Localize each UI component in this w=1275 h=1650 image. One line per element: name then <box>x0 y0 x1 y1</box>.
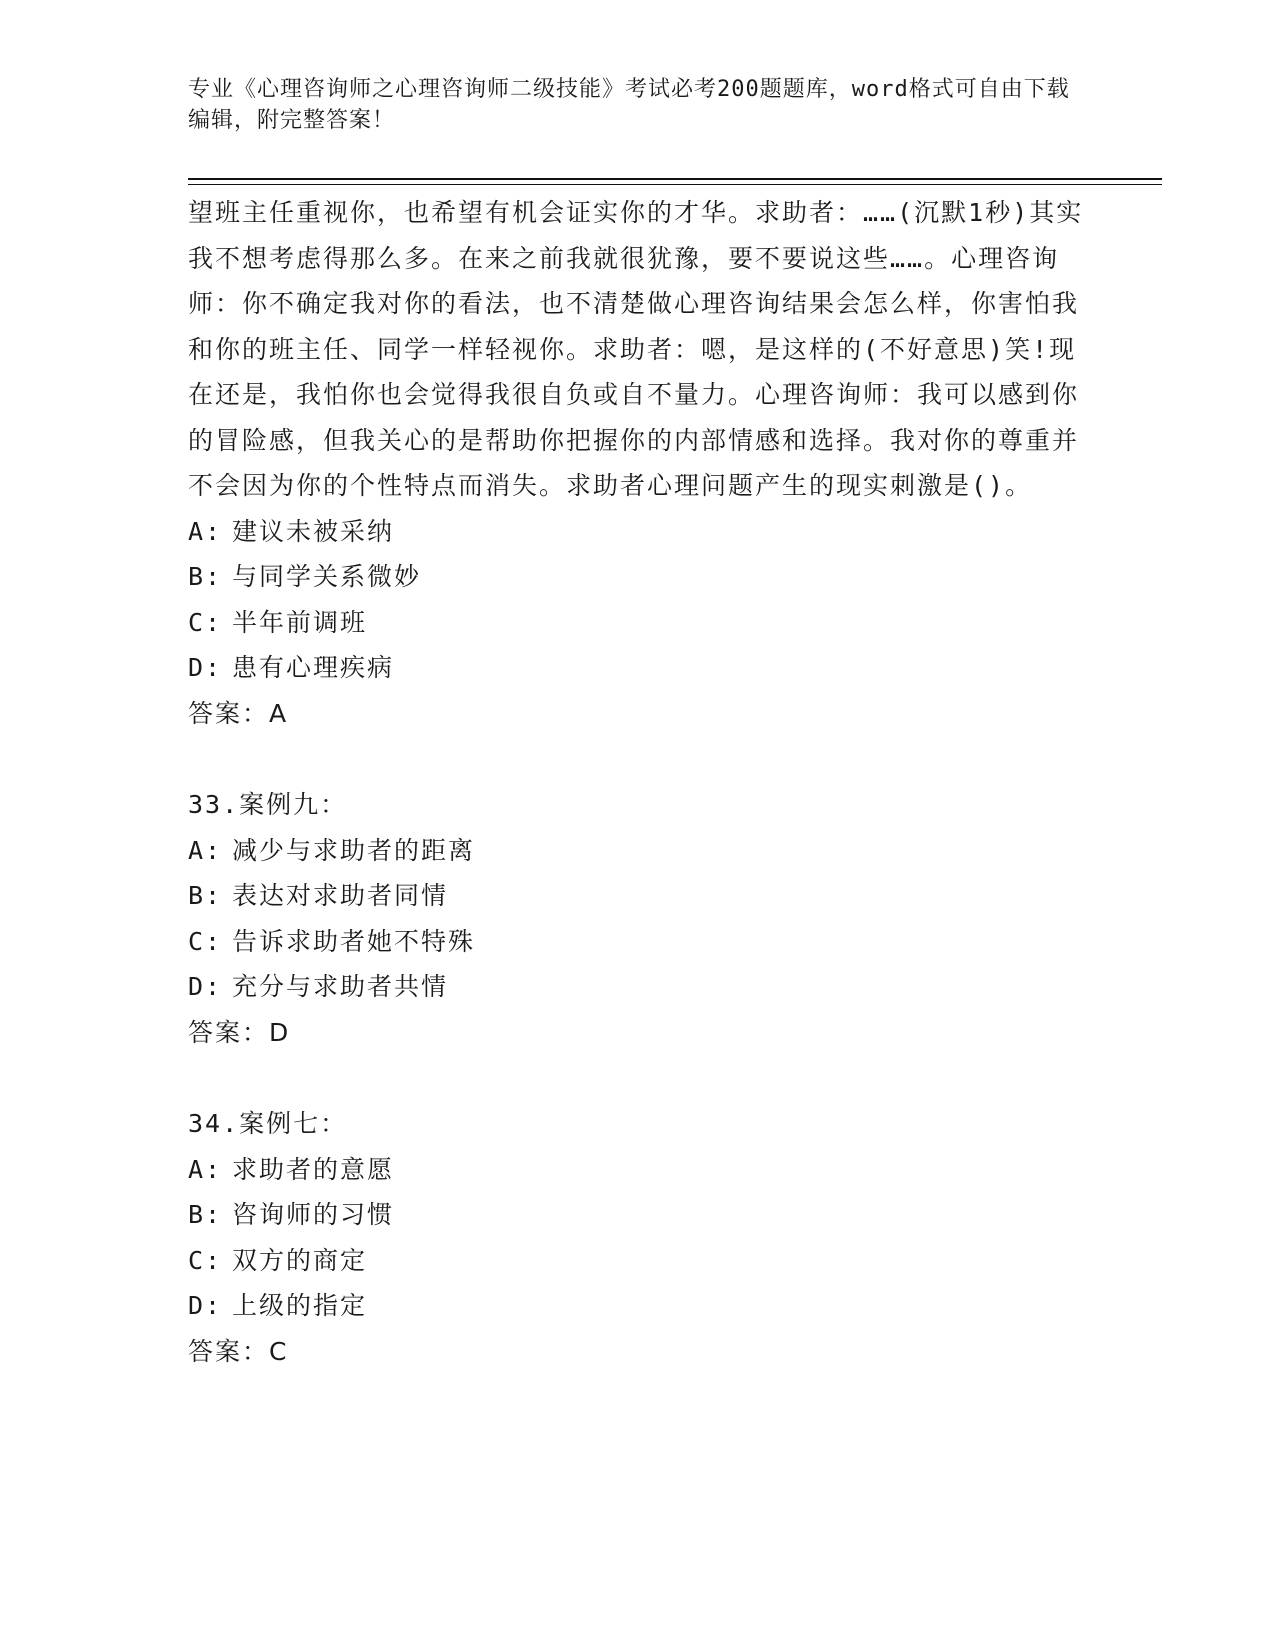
option-a <box>188 1147 1088 1193</box>
option-text: 建议未被采纳 <box>232 516 395 546</box>
header-divider-thin <box>188 184 1162 185</box>
option-b <box>188 1192 1088 1238</box>
option-text: 求助者的意愿 <box>232 1154 395 1184</box>
option-a <box>188 828 1088 874</box>
answer-line: 答案：A <box>188 698 289 728</box>
option-text: 患有心理疾病 <box>232 653 395 682</box>
option-text: 表达对求助者同情 <box>232 881 449 910</box>
option-letter: C: <box>188 926 223 956</box>
document-body <box>188 190 1088 1374</box>
option-text: 咨询师的习惯 <box>232 1200 395 1229</box>
answer-line: 答案：D <box>188 1017 291 1047</box>
option-letter: C: <box>188 607 223 637</box>
option-letter: A: <box>188 516 223 546</box>
option-b <box>188 554 1088 600</box>
option-a <box>188 509 1088 555</box>
option-letter: D: <box>188 653 223 682</box>
option-letter: B: <box>188 562 223 591</box>
option-letter: A: <box>188 835 223 865</box>
question-title: 34.案例七： <box>188 1109 348 1138</box>
option-text: 上级的指定 <box>232 1291 368 1320</box>
question-33 <box>188 782 1088 1055</box>
option-text: 减少与求助者的距离 <box>232 835 476 865</box>
option-d <box>188 1283 1088 1329</box>
option-letter: D: <box>188 1291 223 1320</box>
option-d <box>188 645 1088 691</box>
option-d <box>188 964 1088 1010</box>
option-text: 半年前调班 <box>232 607 368 637</box>
option-c <box>188 600 1088 646</box>
header-divider-thick <box>188 178 1162 180</box>
option-text: 双方的商定 <box>232 1245 368 1275</box>
option-letter: D: <box>188 972 223 1001</box>
answer-line: 答案：C <box>188 1336 289 1366</box>
question-34 <box>188 1101 1088 1374</box>
option-letter: A: <box>188 1154 223 1184</box>
option-text: 充分与求助者共情 <box>232 972 449 1001</box>
question-passage: 望班主任重视你，也希望有机会证实你的才华。求助者：……(沉默1秒)其实我不想考虑得那么多。在来之前我就很犹豫，要不要说这些……。心理咨询师：你不确定我对你的看法，也不清楚做心理咨询结果会怎么样，你害怕我和你的班主任、同学一样轻视你。求助者：嗯，是这样的(不好意思)笑!现在还是，我怕你也会觉得我很自负或自不量力。心理咨询师：我可以感到你的冒险感，但我关心的是帮助你把握你的内部情感和选择。我对你的尊重并不会因为你的个性特点而消失。求助者心理问题产生的现实刺激是()。 <box>188 198 1084 500</box>
option-text: 告诉求助者她不特殊 <box>232 926 476 956</box>
option-letter: B: <box>188 1200 223 1229</box>
option-text: 与同学关系微妙 <box>232 562 422 591</box>
option-b <box>188 873 1088 919</box>
option-letter: C: <box>188 1245 223 1275</box>
option-letter: B: <box>188 881 223 910</box>
question-title: 33.案例九： <box>188 790 348 819</box>
question-32-options <box>188 509 1088 737</box>
document-header: 专业《心理咨询师之心理咨询师二级技能》考试必考200题题库，word格式可自由下载编辑，附完整答案！ <box>188 77 1070 133</box>
option-c <box>188 919 1088 965</box>
option-c <box>188 1238 1088 1284</box>
